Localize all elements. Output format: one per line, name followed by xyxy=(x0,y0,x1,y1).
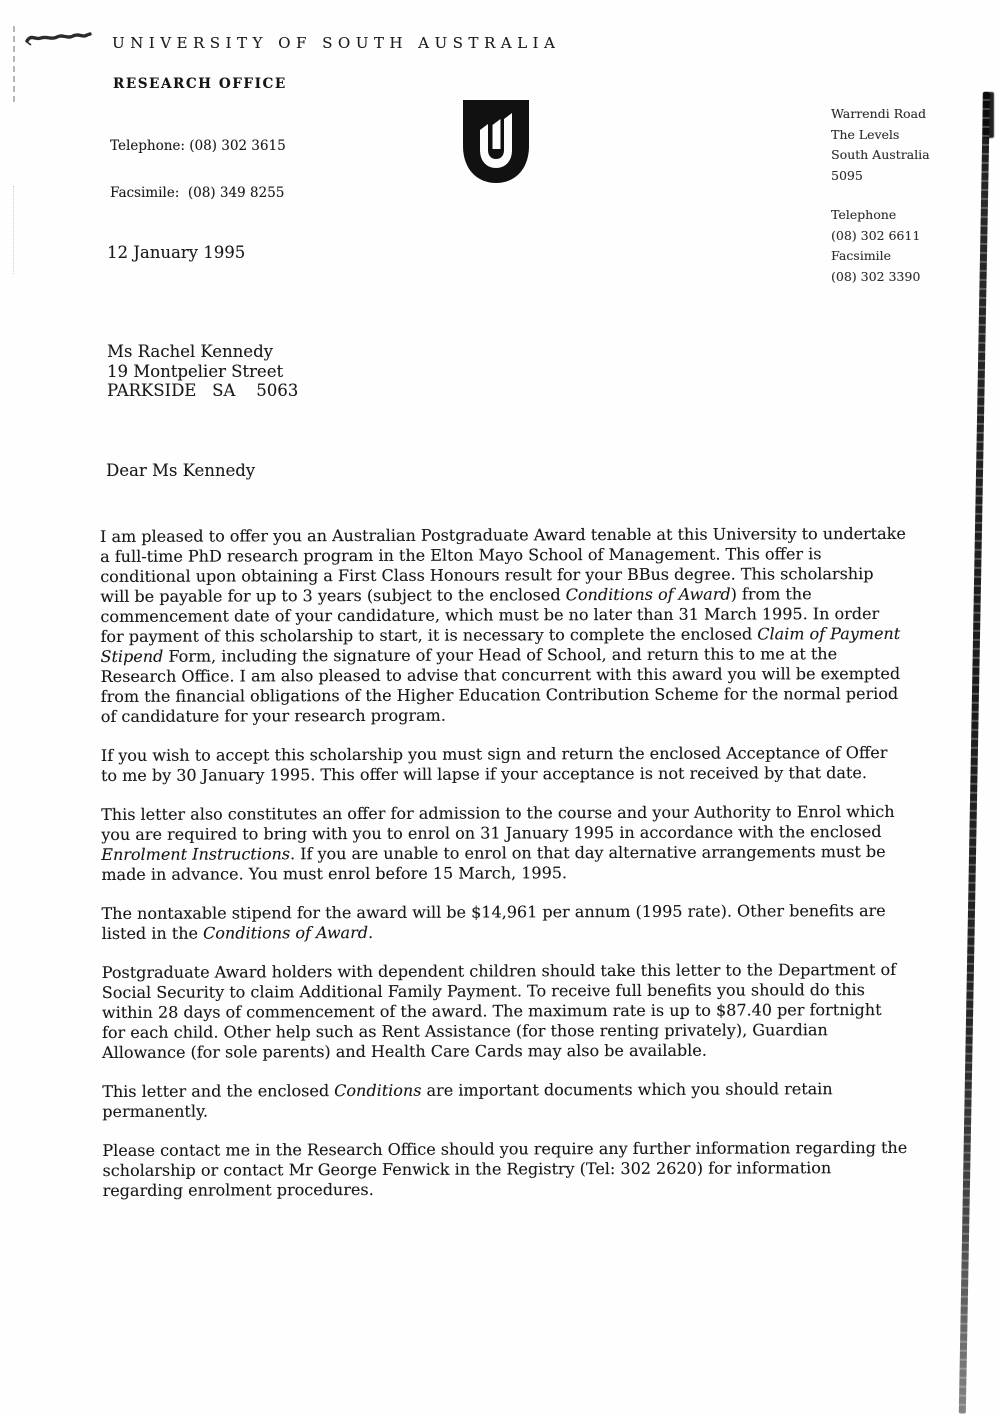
letter-paragraph: If you wish to accept this scholarship you must sign and return the enclosed Acceptance of Offer to me by 30 January 1995. This offer will lapse if your acceptance is not received by that date. xyxy=(100,742,888,785)
campus-address-line: Warrendi Road xyxy=(831,106,926,121)
campus-phone-block xyxy=(831,205,930,287)
letter-paragraph: I am pleased to offer you an Australian Postgraduate Award tenable at this University to undertake a full-time PhD research program in the Elton Mayo School of Management. This offer is conditional upon obtaining a First Class Honours result for your BBus degree. This scholarship will be payable for up to 3 years (subject to the enclosed Conditions of Award) from the commencement date of your candidature, which must be no later than 31 March 1995. In order for payment of this scholarship to start, it is necessary to complete the enclosed Claim of Payment Stipend Form, including the signature of your Head of School, and return this to me at the Research Office. I am also pleased to advise that concurrent with this award you will be exempted from the financial obligations of the Higher Education Contribution Scheme for the normal period of candidature for your research program. xyxy=(100,523,906,726)
office-telephone: Telephone: (08) 302 3615 xyxy=(110,138,286,154)
campus-telephone-number: (08) 302 6611 xyxy=(831,227,921,243)
recipient-address xyxy=(107,342,298,401)
letter-paragraph: The nontaxable stipend for the award will be $14,961 per annum (1995 rate). Other benefits are listed in the Conditions of Award. xyxy=(101,900,886,943)
scan-edge-dots-lower xyxy=(13,186,14,274)
letter-paragraph: This letter also constitutes an offer for admission to the course and your Authority to Enrol which you are required to bring with you to enrol on 31 January 1995 in accordance with the enclosed Enrolment Instructions. If you are unable to enrol on that day alternative arrangements must be made in advance. You must enrol before 15 March, 1995. xyxy=(101,801,895,884)
campus-address-line: 5095 xyxy=(831,167,863,183)
university-name: UNIVERSITY OF SOUTH AUSTRALIA xyxy=(112,34,561,52)
recipient-line: 19 Montpelier Street xyxy=(107,361,284,381)
scan-edge-dots-top xyxy=(13,26,15,102)
recipient-line: Ms Rachel Kennedy xyxy=(107,342,273,361)
letter-paragraph: Please contact me in the Research Office should you require any further information regarding the scholarship or contact Mr George Fenwick in the Registry (Tel: 302 2620) for information regarding enrolment procedures. xyxy=(102,1137,908,1200)
salutation: Dear Ms Kennedy xyxy=(106,461,256,480)
scan-streak-artifact xyxy=(952,92,996,1414)
letter-paragraph: Postgraduate Award holders with dependent children should take this letter to the Department of Social Security to claim Additional Family Payment. To receive full benefits you should do this within 28 days of commencement of the award. The maximum rate is up to $87.40 per fortnight for each child. Other help such as Rent Assistance (for those renting privately), Guardian Allowance (for sole parents) and Health Care Cards may also be available. xyxy=(101,959,897,1062)
office-facsimile: Facsimile: (08) 349 8255 xyxy=(110,184,285,201)
unisa-shield-logo-icon xyxy=(459,98,533,186)
campus-address-lines xyxy=(831,104,930,186)
campus-address-line: South Australia xyxy=(831,147,930,162)
scan-squiggle-mark xyxy=(24,28,94,48)
office-name: RESEARCH OFFICE xyxy=(113,76,287,92)
campus-address-line: The Levels xyxy=(831,126,900,142)
letter-paragraph: This letter and the enclosed Conditions are important documents which you should retain permanently. xyxy=(102,1079,833,1121)
campus-facsimile-number: (08) 302 3390 xyxy=(831,268,921,284)
campus-facsimile-label: Facsimile xyxy=(831,248,891,263)
letter-date: 12 January 1995 xyxy=(107,243,246,262)
campus-address-block xyxy=(831,104,930,287)
campus-telephone-label: Telephone xyxy=(831,207,897,222)
recipient-line: PARKSIDE SA 5063 xyxy=(107,381,299,400)
letter-body xyxy=(100,524,909,1220)
office-contact-numbers xyxy=(110,108,286,232)
